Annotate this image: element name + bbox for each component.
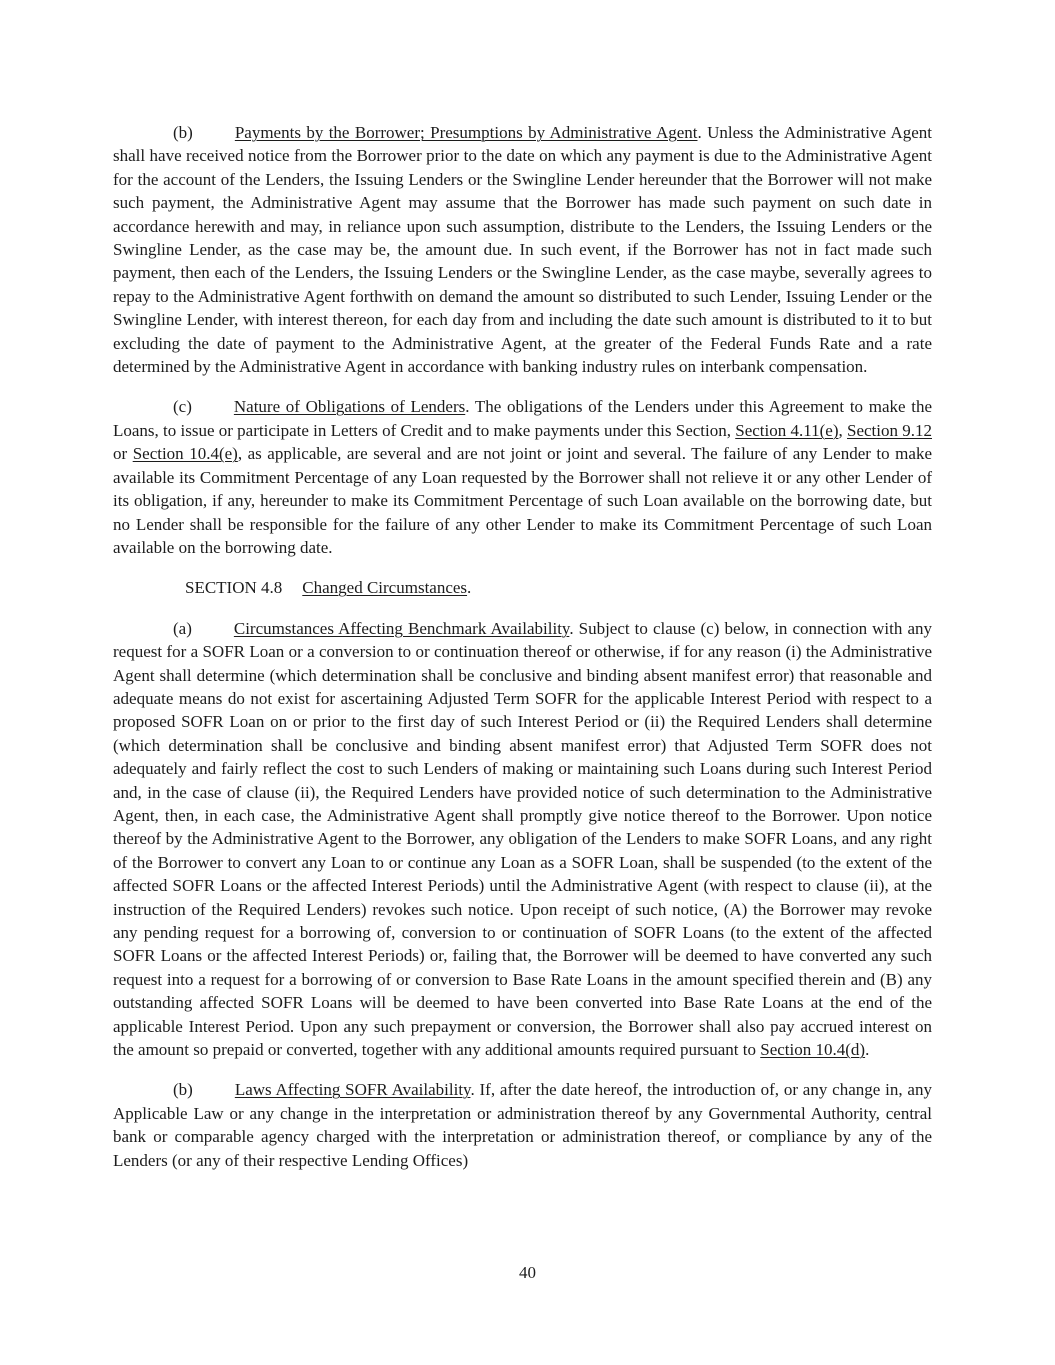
tab-space (192, 633, 234, 634)
tab-space (192, 411, 234, 412)
text-run: or (113, 444, 133, 464)
section-4-8-heading (113, 576, 932, 599)
tab-space (193, 137, 235, 138)
page-footer (0, 1261, 1055, 1284)
text-run: , (838, 420, 847, 440)
text-run: . Unless the Administrative Agent shall have received notice from the Borrower prior to the date on which any payment is due to the Administrative Agent for the account of the Lenders, the Issuing Lenders or the Swingline Lender hereunder that the Borrower will not make such payment, the Administrative Agent may assume that the Borrower has made such payment on such date in accordance herewith and may, in reliance upon such assumption, distribute to the Lenders, the Issuing Lenders or the Swingline Lender, as the case may be, the amount due. In such event, if the Borrower has not in fact made such payment, then each of the Lenders, the Issuing Lenders or the Swingline Lender, as the case maybe, severally agrees to repay to the Administrative Agent forthwith on demand the amount so distributed to such Lender, Issuing Lender or the Swingline Lender, with interest thereon, for each day from and including the date such amount is distributed to it to but excluding the date of payment to the Administrative Agent, at the greater of the Federal Funds Rate and a rate determined by the Administrative Agent in accordance with banking industry rules on interbank compensation. (113, 123, 932, 377)
text-run: . The obligations of the Lenders under this Agreement to make the Loans, to issue or participate in Letters of Credit and to make payments under this Section, (113, 397, 932, 440)
underlined-text-run: Nature of Obligations of Lenders (233, 397, 466, 417)
text-run: . (865, 1040, 870, 1060)
text-run: (c) (173, 397, 192, 417)
paragraph-b-laws-affecting-sofr (113, 1078, 932, 1172)
tab-space (282, 592, 302, 593)
document-body (113, 121, 932, 1189)
page-number: 40 (519, 1263, 536, 1282)
underlined-text-run: Laws Affecting SOFR Availability (234, 1080, 471, 1100)
text-run: SECTION 4.8 (185, 578, 283, 598)
text-run: , as applicable, are several and are not joint or joint and several. The failure of any Lender to make available its Commitment Percentage of any Loan requested by the Borrower shall not relieve it or any other Lender of its obligation, if any, hereunder to make its Commitment Percentage of such Loan available on the borrowing date, but no Lender shall be responsible for the failure of any other Lender to make its Commitment Percentage of such Loan available on the borrowing date. (113, 444, 932, 557)
paragraph-b-payments-by-borrower (113, 121, 932, 378)
underlined-text-run: Circumstances Affecting Benchmark Availability (233, 618, 570, 638)
text-run: . (467, 578, 472, 598)
underlined-text-run: Section 9.12 (847, 420, 932, 440)
underlined-text-run: Section 10.4(e) (132, 444, 238, 464)
text-run: (b) (173, 1080, 193, 1100)
paragraph-a-circumstances-affecting-benchmark (113, 617, 932, 1062)
text-run: (a) (173, 618, 192, 638)
underlined-text-run: Section 4.11(e) (735, 420, 839, 440)
tab-space (193, 1094, 235, 1095)
text-run: . Subject to clause (c) below, in connection with any request for a SOFR Loan or a conversion to or continuation thereof or otherwise, if for any reason (i) the Administrative Agent shall determine (which determination shall be conclusive and binding absent manifest error) that reasonable and adequate means do not exist for ascertaining Adjusted Term SOFR for the applicable Interest Period with respect to a proposed SOFR Loan on or prior to the first day of such Interest Period or (ii) the Required Lenders shall determine (which determination shall be conclusive and binding absent manifest error) that Adjusted Term SOFR does not adequately and fairly reflect the cost to such Lenders of making or maintaining such Loans during such Interest Period and, in the case of clause (ii), the Required Lenders have provided notice of such determination to the Administrative Agent, then, in each case, the Administrative Agent shall promptly give notice thereof to the Borrower. Upon notice thereof by the Administrative Agent to the Borrower, any obligation of the Lenders to make SOFR Loans, and any right of the Borrower to convert any Loan to or continue any Loan as a SOFR Loan, shall be suspended (to the extent of the affected SOFR Loans or the affected Interest Periods) until the Administrative Agent (with respect to clause (ii), at the instruction of the Required Lenders) revokes such notice. Upon receipt of such notice, (A) the Borrower may revoke any pending request for a borrowing of, conversion to or continuation of SOFR Loans (to the extent of the affected SOFR Loans or the affected Interest Periods) or, failing that, the Borrower will be deemed to have converted any such request into a request for a borrowing of or conversion to Base Rate Loans in the amount specified therein and (B) any outstanding affected SOFR Loans will be deemed to have been converted into Base Rate Loans at the end of the applicable Interest Period. Upon any such prepayment or conversion, the Borrower shall also pay accrued interest on the amount so prepaid or converted, together with any additional amounts required pursuant to (113, 618, 932, 1060)
underlined-text-run: Section 10.4(d) (760, 1040, 866, 1060)
underlined-text-run: Payments by the Borrower; Presumptions by Administrative Agent (234, 123, 698, 142)
text-run: . If, after the date hereof, the introduction of, or any change in, any Applicable Law or any change in the interpretation or administration thereof by any Governmental Authority, central bank or comparable agency charged with the interpretation or administration thereof, or compliance by any of the Lenders (or any of their respective Lending Offices) (113, 1080, 932, 1170)
paragraph-c-nature-of-obligations (113, 395, 932, 559)
text-run: (b) (173, 123, 193, 142)
underlined-text-run: Changed Circumstances (302, 578, 468, 598)
